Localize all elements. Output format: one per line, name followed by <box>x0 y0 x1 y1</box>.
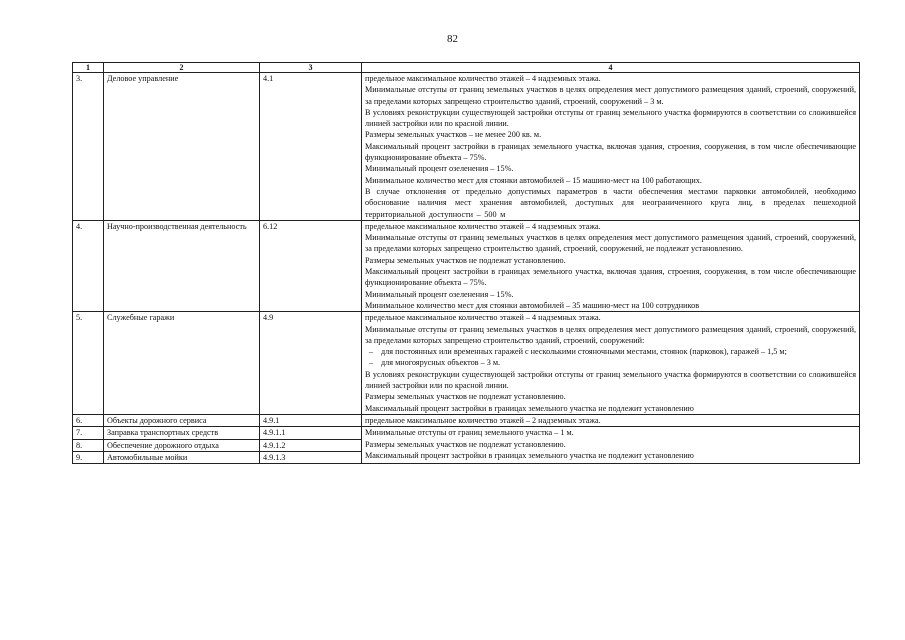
row-code: 4.1 <box>260 73 362 221</box>
row-params <box>362 414 860 426</box>
table-row <box>73 220 860 311</box>
param-line: Максимальный процент застройки в границах земельного участка, включая здания, строения, сооружения, в том числе обеспечивающие функционирование объекта – 75%. <box>365 141 856 163</box>
param-line: Минимальные отступы от границ земельных участков в целях определения мест допустимого размещения зданий, строений, сооружений, за пределами которых запрещено строительство зданий, строений, сооружений – 3 м. <box>365 85 856 106</box>
param-line: Минимальное количество мест для стоянки автомобилей – 15 машино-мест на 100 работающих. <box>365 175 702 185</box>
regulations-table <box>72 62 860 464</box>
dash-list-item <box>365 357 856 368</box>
param-line: В случае отклонения от предельно допустимых параметров в части обеспечения местами парковки автомобилей, необходимо обоснование наличия мест хранения автомобилей, доступных для неограниченного круга лиц, в пределах пешеходной территориальной доступности – 500 м <box>365 186 856 219</box>
dash-list-item <box>365 346 856 357</box>
header-row <box>73 63 860 73</box>
row-name: Деловое управление <box>104 73 260 221</box>
row-code: 4.9 <box>260 312 362 415</box>
header-col-1: 1 <box>73 63 104 73</box>
row-name: Научно-производственная деятельность <box>104 220 260 311</box>
param-line: Минимальный процент озеленения – 15%. <box>365 164 514 174</box>
param-line: предельное максимальное количество этажей – 4 надземных этажа. <box>365 74 601 83</box>
row-code: 6.12 <box>260 220 362 311</box>
row-number: 3. <box>73 73 104 221</box>
row-number: 9. <box>73 451 104 463</box>
table-row <box>73 73 860 221</box>
row-code: 4.9.1.3 <box>260 451 362 463</box>
table-row <box>73 427 860 439</box>
row-name: Заправка транспортных средств <box>104 427 260 439</box>
header-col-4: 4 <box>362 63 860 73</box>
row-number: 6. <box>73 414 104 426</box>
dash-item-text: для постоянных или временных гаражей с несколькими стояночными местами, стоянок (парковок), гаражей – 1,5 м; <box>381 347 787 357</box>
header-col-3: 3 <box>260 63 362 73</box>
dash-marker: – <box>369 358 374 368</box>
table-row <box>73 414 860 426</box>
row-params <box>362 220 860 311</box>
row-name: Автомобильные мойки <box>104 451 260 463</box>
row-params <box>362 73 860 221</box>
row-code: 4.9.1 <box>260 414 362 426</box>
row-name: Объекты дорожного сервиса <box>104 414 260 426</box>
param-line: предельное максимальное количество этажей – 2 надземных этажа. <box>365 415 601 425</box>
param-line: предельное максимальное количество этажей – 4 надземных этажа. <box>365 313 601 323</box>
param-line: Максимальный процент застройки в границах земельного участка не подлежит установлению <box>365 450 694 460</box>
param-line: Максимальный процент застройки в границах земельного участка не подлежит установлению <box>365 403 694 413</box>
row-name: Служебные гаражи <box>104 312 260 415</box>
param-line: Размеры земельных участков не подлежат установлению. <box>365 439 566 449</box>
row-number: 7. <box>73 427 104 439</box>
param-line: Размеры земельных участков не подлежат установлению. <box>365 392 566 402</box>
row-number: 5. <box>73 312 104 415</box>
param-line: Минимальные отступы от границ земельных участков в целях определения мест допустимого размещения зданий, строений, сооружений, за пределами которых запрещено строительство зданий, строений, сооружений: <box>365 324 856 345</box>
row-name: Обеспечение дорожного отдыха <box>104 439 260 451</box>
param-line: Минимальное количество мест для стоянки автомобилей – 35 машино-мест на 100 сотрудников <box>365 300 700 310</box>
param-line: Размеры земельных участков не подлежат установлению. <box>365 255 566 265</box>
param-line: Минимальные отступы от границ земельных участков в целях определения мест допустимого размещения зданий, строений, сооружений, за пределами которых запрещено строительство зданий, строений, сооружений, не подлежат установлению. <box>365 233 856 254</box>
param-line: Минимальный процент озеленения – 15%. <box>365 289 514 299</box>
row-number: 4. <box>73 220 104 311</box>
param-line: Максимальный процент застройки в границах земельного участка, включая здания, строения, сооружения, в том числе обеспечивающие функционирование объекта – 75%. <box>365 267 856 288</box>
dash-item-text: для многоярусных объектов – 3 м. <box>381 358 501 368</box>
row-code: 4.9.1.1 <box>260 427 362 439</box>
param-line: В условиях реконструкции существующей застройки отступы от границ земельного участка формируются в соответствии со сложившейся линией застройки или по красной линии. <box>365 107 856 129</box>
row-params <box>362 312 860 415</box>
row-code: 4.9.1.2 <box>260 439 362 451</box>
param-line: Размеры земельных участков – не менее 200 кв. м. <box>365 130 542 140</box>
page-number: 82 <box>447 33 458 45</box>
param-line: В условиях реконструкции существующей застройки отступы от границ земельного участка формируются в соответствии со сложившейся линией застройки или по красной линии. <box>365 369 856 391</box>
row-number: 8. <box>73 439 104 451</box>
param-line: предельное максимальное количество этажей – 4 надземных этажа. <box>365 221 601 231</box>
table-row <box>73 312 860 415</box>
dash-marker: – <box>369 347 374 357</box>
row-params-merged <box>362 427 860 464</box>
header-col-2: 2 <box>104 63 260 73</box>
param-line: Минимальные отступы от границ земельного участка – 1 м. <box>365 428 574 438</box>
